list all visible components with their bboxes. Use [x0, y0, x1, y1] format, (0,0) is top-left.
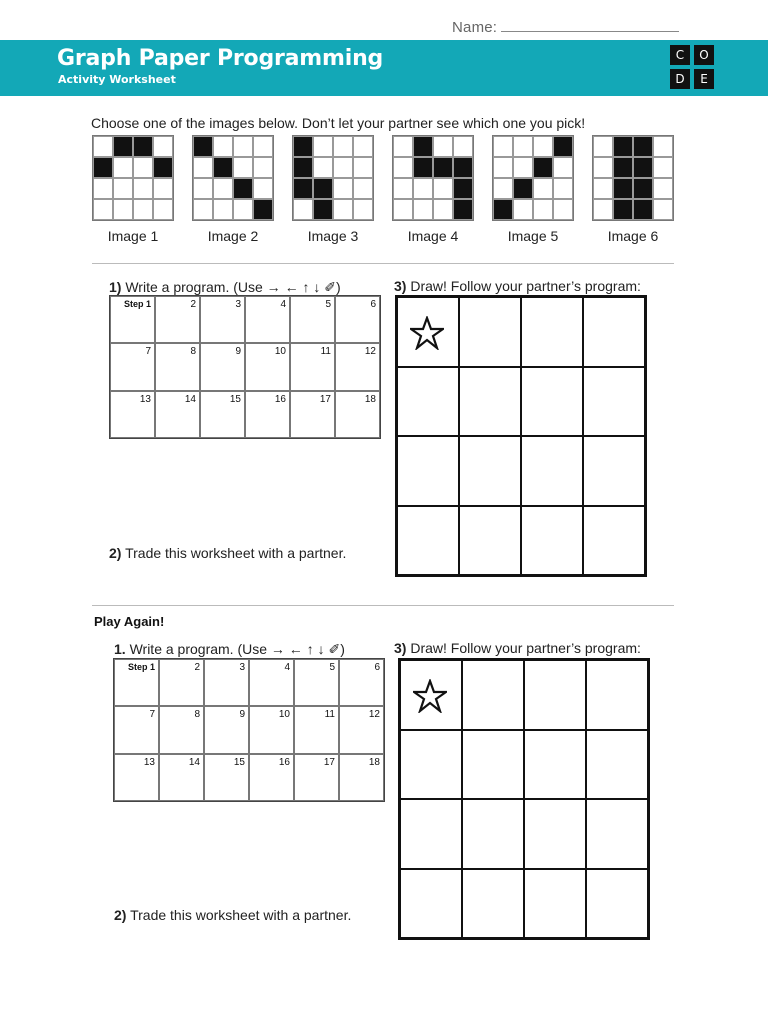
draw-cell[interactable]: [583, 367, 645, 437]
step-cell[interactable]: 6: [335, 296, 380, 343]
draw-cell[interactable]: [524, 730, 586, 800]
step-cell[interactable]: 14: [155, 391, 200, 438]
pattern-cell: [513, 178, 533, 199]
pattern-cell: [613, 136, 633, 157]
pattern-cell: [493, 157, 513, 178]
step-cell[interactable]: 2: [159, 659, 204, 706]
step-cell[interactable]: 2: [155, 296, 200, 343]
step1-instruction: [109, 279, 341, 296]
step-cell[interactable]: 12: [339, 706, 384, 753]
step-cell[interactable]: 3: [200, 296, 245, 343]
draw-cell[interactable]: [521, 506, 583, 576]
pattern-cell: [93, 178, 113, 199]
logo-letter: D: [670, 69, 690, 89]
step-cell[interactable]: 8: [155, 343, 200, 390]
step-cell[interactable]: 15: [200, 391, 245, 438]
pattern-cell: [113, 178, 133, 199]
step-cell[interactable]: 6: [339, 659, 384, 706]
draw-cell[interactable]: [521, 436, 583, 506]
pattern-cell: [533, 157, 553, 178]
draw-cell[interactable]: [586, 660, 648, 730]
draw-cell[interactable]: [400, 869, 462, 939]
step-cell[interactable]: 4: [245, 296, 290, 343]
pattern-cell: [433, 199, 453, 220]
step-cell[interactable]: 14: [159, 754, 204, 801]
pattern-grid: [492, 135, 574, 221]
pattern-cell: [133, 199, 153, 220]
pattern-cell: [393, 199, 413, 220]
pattern-cell: [393, 136, 413, 157]
draw-cell[interactable]: [462, 660, 524, 730]
step-cell[interactable]: 15: [204, 754, 249, 801]
step-number: 2): [109, 545, 122, 561]
pattern-cell: [453, 199, 473, 220]
draw-cell[interactable]: [586, 730, 648, 800]
pattern-cell: [593, 178, 613, 199]
pattern-cell: [333, 199, 353, 220]
pattern-cell: [553, 199, 573, 220]
pattern-grid: [192, 135, 274, 221]
step-cell[interactable]: 16: [245, 391, 290, 438]
pattern-grid: [92, 135, 174, 221]
step1-instruction: [114, 641, 345, 658]
pattern-cell: [353, 157, 373, 178]
code-logo: [670, 45, 716, 91]
image-choice-3[interactable]: [292, 135, 374, 244]
image-caption: Image 5: [507, 228, 559, 244]
pattern-grid: [292, 135, 374, 221]
pattern-cell: [493, 136, 513, 157]
step-cell[interactable]: 12: [335, 343, 380, 390]
name-label: Name:: [452, 19, 498, 36]
step-cell[interactable]: Step 1: [110, 296, 155, 343]
step-cell[interactable]: 13: [110, 391, 155, 438]
pattern-cell: [613, 178, 633, 199]
pattern-cell: [233, 157, 253, 178]
step-number: 1.: [114, 641, 126, 657]
step-cell[interactable]: 9: [204, 706, 249, 753]
pattern-cell: [593, 157, 613, 178]
star-icon: [410, 316, 444, 350]
draw-cell[interactable]: [462, 869, 524, 939]
pattern-cell: [313, 136, 333, 157]
image-choice-2[interactable]: [192, 135, 274, 244]
pattern-cell: [353, 136, 373, 157]
draw-cell[interactable]: [459, 297, 521, 367]
step-text: Draw! Follow your partner’s program:: [406, 640, 641, 656]
pattern-cell: [293, 199, 313, 220]
pattern-cell: [253, 199, 273, 220]
pattern-cell: [653, 199, 673, 220]
pattern-cell: [533, 199, 553, 220]
pattern-grid: [592, 135, 674, 221]
step3-instruction: [394, 278, 641, 294]
pattern-cell: [553, 178, 573, 199]
draw-cell[interactable]: [583, 506, 645, 576]
step-text: Trade this worksheet with a partner.: [126, 907, 352, 923]
pattern-cell: [393, 178, 413, 199]
step-text: Trade this worksheet with a partner.: [121, 545, 347, 561]
draw-cell[interactable]: [400, 799, 462, 869]
pattern-cell: [593, 199, 613, 220]
pattern-cell: [133, 178, 153, 199]
pattern-cell: [153, 178, 173, 199]
pattern-cell: [93, 157, 113, 178]
step-text: Write a program. (Use → ← ↑ ↓ ✐): [125, 641, 345, 657]
draw-cell[interactable]: [583, 436, 645, 506]
pattern-cell: [413, 199, 433, 220]
pattern-cell: [413, 157, 433, 178]
pattern-cell: [653, 178, 673, 199]
pattern-cell: [453, 157, 473, 178]
pattern-cell: [553, 136, 573, 157]
pattern-cell: [433, 136, 453, 157]
divider: [92, 263, 674, 264]
program-steps-grid[interactable]: [109, 295, 381, 439]
pattern-cell: [633, 157, 653, 178]
pattern-cell: [653, 136, 673, 157]
pattern-cell: [113, 157, 133, 178]
logo-letter: C: [670, 45, 690, 65]
header-banner: [0, 40, 768, 96]
pattern-cell: [113, 136, 133, 157]
pattern-cell: [513, 136, 533, 157]
step-cell[interactable]: 11: [294, 706, 339, 753]
pattern-cell: [493, 178, 513, 199]
pattern-cell: [293, 136, 313, 157]
draw-cell[interactable]: [400, 730, 462, 800]
logo-letter: E: [694, 69, 714, 89]
pattern-cell: [213, 199, 233, 220]
pattern-cell: [333, 157, 353, 178]
pattern-cell: [453, 136, 473, 157]
pattern-cell: [213, 157, 233, 178]
step-cell[interactable]: 13: [114, 754, 159, 801]
pattern-cell: [193, 157, 213, 178]
step-cell[interactable]: 17: [294, 754, 339, 801]
pattern-cell: [333, 178, 353, 199]
pattern-cell: [633, 136, 653, 157]
draw-cell[interactable]: [397, 436, 459, 506]
draw-cell[interactable]: [524, 660, 586, 730]
pattern-cell: [93, 136, 113, 157]
pattern-cell: [133, 157, 153, 178]
step-cell[interactable]: 11: [290, 343, 335, 390]
image-choice-6[interactable]: [592, 135, 674, 244]
pattern-cell: [293, 178, 313, 199]
pattern-cell: [353, 178, 373, 199]
pattern-cell: [433, 157, 453, 178]
step-cell[interactable]: 3: [204, 659, 249, 706]
divider: [92, 605, 674, 606]
page-title: Graph Paper Programming: [57, 46, 384, 71]
image-choices: [92, 135, 674, 247]
pattern-cell: [293, 157, 313, 178]
step-number: 3): [394, 278, 407, 294]
pattern-cell: [253, 178, 273, 199]
pattern-cell: [453, 178, 473, 199]
draw-cell[interactable]: [397, 367, 459, 437]
pattern-cell: [313, 178, 333, 199]
pattern-cell: [193, 136, 213, 157]
pattern-cell: [253, 136, 273, 157]
image-caption: Image 6: [607, 228, 659, 244]
pattern-cell: [153, 136, 173, 157]
step-number: 2): [114, 907, 127, 923]
draw-cell[interactable]: [586, 799, 648, 869]
step-cell[interactable]: 5: [290, 296, 335, 343]
drawing-grid[interactable]: [395, 295, 647, 577]
star-icon: [413, 679, 447, 713]
page-subtitle: Activity Worksheet: [58, 73, 176, 86]
pattern-cell: [493, 199, 513, 220]
image-choice-1[interactable]: [92, 135, 174, 244]
step-cell[interactable]: 4: [249, 659, 294, 706]
draw-cell[interactable]: [524, 869, 586, 939]
draw-cell[interactable]: [586, 869, 648, 939]
pattern-cell: [633, 199, 653, 220]
pattern-cell: [433, 178, 453, 199]
pattern-cell: [353, 199, 373, 220]
step-cell[interactable]: 18: [335, 391, 380, 438]
pattern-cell: [233, 178, 253, 199]
pattern-cell: [113, 199, 133, 220]
name-underline[interactable]: [501, 18, 679, 32]
draw-cell[interactable]: [521, 297, 583, 367]
pattern-cell: [513, 157, 533, 178]
step-cell[interactable]: 5: [294, 659, 339, 706]
step-cell[interactable]: 17: [290, 391, 335, 438]
step-cell[interactable]: 10: [245, 343, 290, 390]
pattern-cell: [153, 199, 173, 220]
draw-cell[interactable]: [459, 367, 521, 437]
pattern-cell: [633, 178, 653, 199]
step2-instruction: [114, 907, 351, 923]
pattern-cell: [393, 157, 413, 178]
step-cell[interactable]: 9: [200, 343, 245, 390]
step3-instruction: [394, 640, 641, 656]
program-steps-grid[interactable]: [113, 658, 385, 802]
pattern-cell: [613, 157, 633, 178]
step-cell[interactable]: 10: [249, 706, 294, 753]
image-choice-4[interactable]: [392, 135, 474, 244]
draw-cell[interactable]: [462, 799, 524, 869]
intro-text: Choose one of the images below. Don’t let your partner see which one you pick!: [91, 115, 586, 131]
draw-cell[interactable]: [459, 436, 521, 506]
step-cell[interactable]: 7: [114, 706, 159, 753]
step2-instruction: [109, 545, 346, 561]
play-again-heading: Play Again!: [94, 614, 165, 629]
draw-cell[interactable]: [462, 730, 524, 800]
pattern-cell: [533, 178, 553, 199]
pattern-cell: [413, 178, 433, 199]
pattern-cell: [153, 157, 173, 178]
image-caption: Image 4: [407, 228, 459, 244]
image-caption: Image 3: [307, 228, 359, 244]
step-number: 3): [394, 640, 407, 656]
pattern-cell: [193, 199, 213, 220]
pattern-cell: [233, 136, 253, 157]
start-cell[interactable]: [400, 660, 462, 730]
step-cell[interactable]: 8: [159, 706, 204, 753]
image-caption: Image 1: [107, 228, 159, 244]
pattern-cell: [333, 136, 353, 157]
step-text: Draw! Follow your partner’s program:: [406, 278, 641, 294]
pattern-cell: [653, 157, 673, 178]
start-cell[interactable]: [397, 297, 459, 367]
step-cell[interactable]: Step 1: [114, 659, 159, 706]
draw-cell[interactable]: [521, 367, 583, 437]
pattern-cell: [533, 136, 553, 157]
pattern-cell: [133, 136, 153, 157]
pattern-cell: [513, 199, 533, 220]
step-cell[interactable]: 18: [339, 754, 384, 801]
pattern-cell: [593, 136, 613, 157]
image-caption: Image 2: [207, 228, 259, 244]
pattern-cell: [213, 178, 233, 199]
logo-letter: O: [694, 45, 714, 65]
drawing-grid[interactable]: [398, 658, 650, 940]
draw-cell[interactable]: [459, 506, 521, 576]
pattern-cell: [193, 178, 213, 199]
pattern-cell: [213, 136, 233, 157]
draw-cell[interactable]: [397, 506, 459, 576]
pattern-cell: [613, 199, 633, 220]
step-cell[interactable]: 7: [110, 343, 155, 390]
step-text: Write a program. (Use → ← ↑ ↓ ✐): [121, 279, 341, 295]
pattern-cell: [553, 157, 573, 178]
step-cell[interactable]: 16: [249, 754, 294, 801]
pattern-cell: [233, 199, 253, 220]
pattern-cell: [313, 157, 333, 178]
name-field[interactable]: [452, 18, 679, 36]
pattern-cell: [93, 199, 113, 220]
pattern-cell: [413, 136, 433, 157]
pattern-grid: [392, 135, 474, 221]
draw-cell[interactable]: [524, 799, 586, 869]
draw-cell[interactable]: [583, 297, 645, 367]
step-number: 1): [109, 279, 122, 295]
pattern-cell: [313, 199, 333, 220]
pattern-cell: [253, 157, 273, 178]
image-choice-5[interactable]: [492, 135, 574, 244]
